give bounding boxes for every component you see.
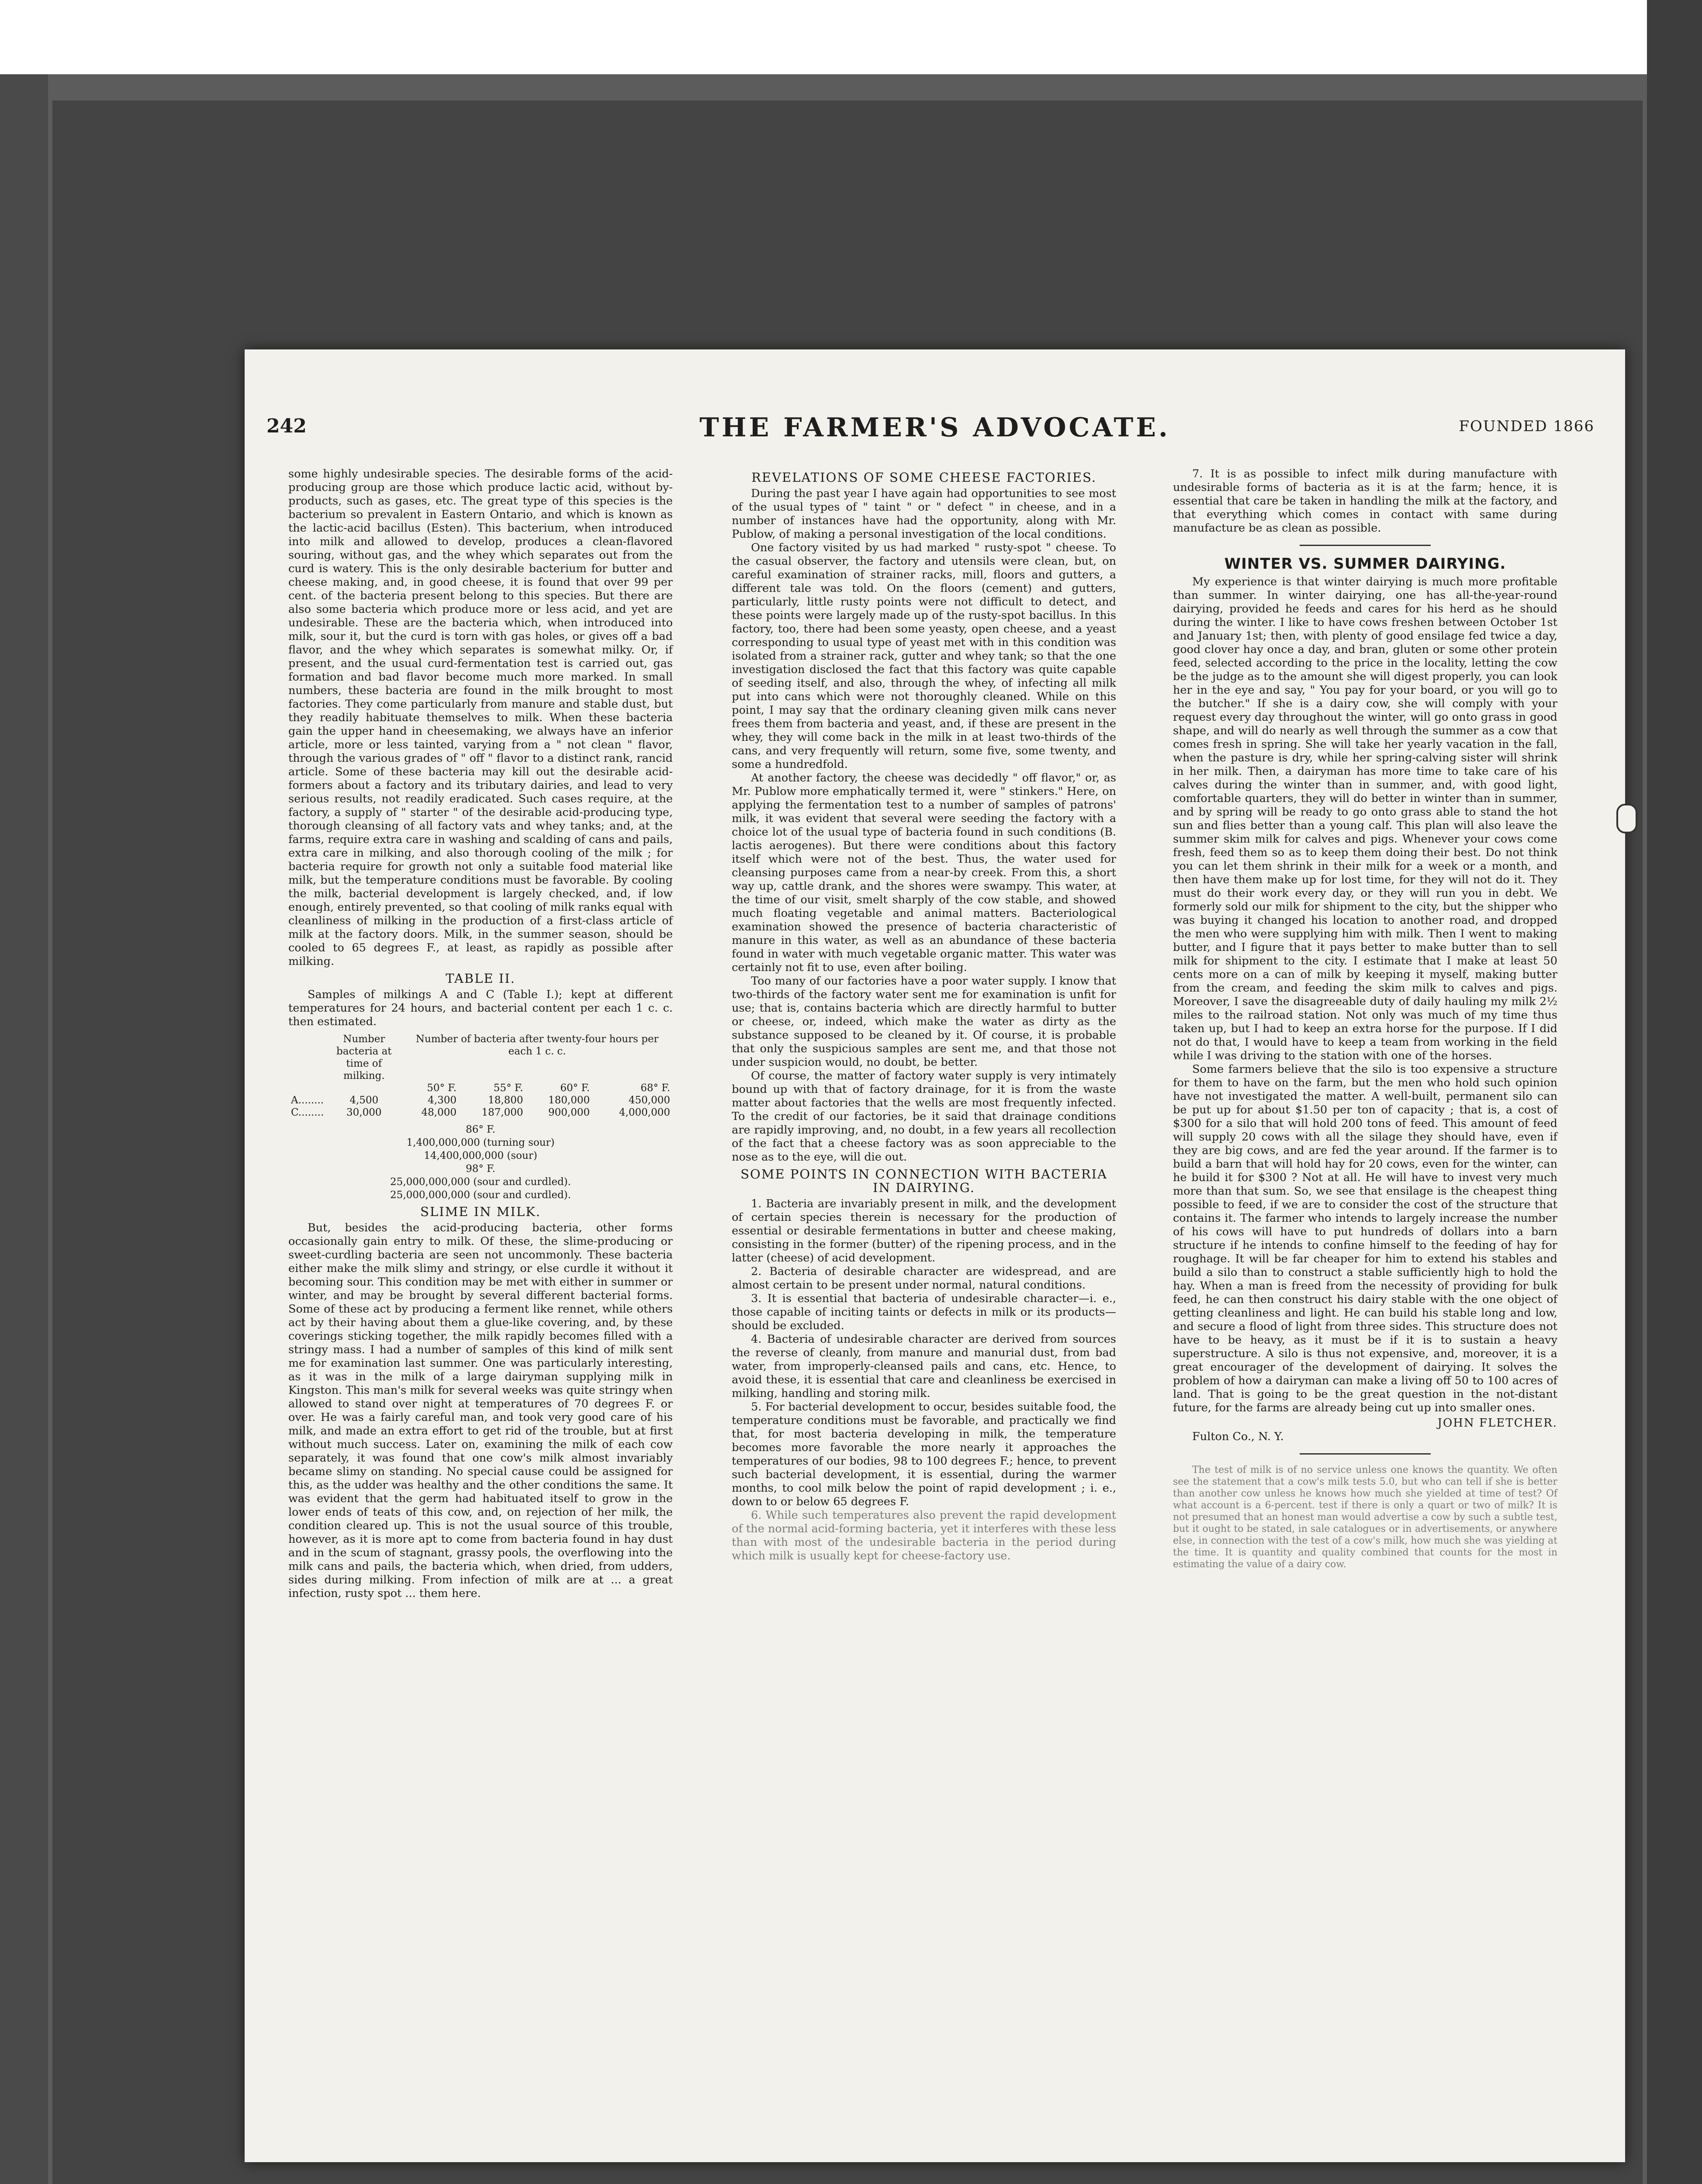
article-paragraph: 1. Bacteria are invariably present in milk, and the development of certain species therein is necessary for the production of essential or desirable fermentations in butter and cheese making, consisting in the former (butter) of the ripening process, and in the latter (cheese) of acid development.	[732, 1197, 1116, 1265]
article-paragraph: Too many of our factories have a poor water supply. I know that two-thirds of the factory water sent me for examination is unfit for use; that is, contains bacteria which are directly harmful to butter or cheese, or, indeed, which make the water as dirty as the substance supposed to be cleaned by it. Of course, it is probable that only the suspicious samples are sent me, and that those not under suspicion would, no doubt, be better.	[732, 975, 1116, 1069]
column-2	[732, 467, 1116, 1563]
article-paragraph: My experience is that winter dairying is much more profitable than summer. In winter dairying, one has all-the-year-round dairying, provided he feeds and cares for his herd as he should during the winter. I like to have cows freshen between October 1st and January 1st; then, with plenty of good ensilage fed twice a day, good clover hay once a day, and bran, gluten or some other protein feed, selected according to the price in the locality, letting the cow be the judge as to the amount she will digest properly, you can look her in the eye and say, " You pay for your board, or you will go to the butcher." If she is a dairy cow, she will comply with your request every day throughout the winter, will go onto grass in good shape, and will do nearly as well through the summer as a cow that comes fresh in spring. She will take her yearly vacation in the fall, when the pasture is dry, while her spring-calving sister will shrink in her milk. Then, a dairyman has more time to take care of his calves during the winter than in summer, and, with good light, comfortable quarters, they will do better in winter than in summer, and by spring will be ready to go onto grass able to stand the hot sun and flies better than a young calf. This plan will also leave the summer skim milk for calves and pigs. Whenever your cows come fresh, feed them so as to keep them doing their best. Do not think you can let them shrink in their milk for a week or a month, and then have them make up for lost time, for they will not do it. They must do their work every day, or they will run you in debt. We formerly sold our milk for shipment to the city, but the shipper who was buying it changed his location to another road, and dropped the men who were supplying him with milk. Then I went to making butter, and I figure that it pays better to make butter than to sell milk for shipment to the city. I estimate that I make at least 50 cents more on a can of milk by keeping it myself, making butter from the cream, and feeding the skim milk to calves and pigs. Moreover, I save the disagreeable duty of daily hauling my milk 2½ miles to the railroad station. Not only was much of my time thus taken up, but I had to keep an extra horse for the purpose. If I did not do that, I would have to keep a team from working in the field while I was driving to the station with one of the horses.	[1173, 575, 1557, 1062]
article-paragraph: some highly undesirable species. The desirable forms of the acid-producing group are those which produce lactic acid, without by-products, such as gases, etc. The great type of this species is the bacterium so prevalent in Eastern Ontario, and which is known as the lactic-acid bacillus (Esten). This bacterium, when introduced into milk and allowed to develop, produces a clean-flavored souring, without gas, and the whey which separates out from the curd is watery. This is the only desirable bacterium for butter and cheese making, and, in good cheese, it is found that over 99 per cent. of the bacteria present belong to this species. But there are also some bacteria which produce more or less acid, and yet are undesirable. These are the bacteria which, when introduced into milk, sour it, but the curd is torn with gas holes, or gives off a bad flavor, and the whey which separates is somewhat milky. Or, if present, and the usual curd-fermentation test is carried out, gas formation and bad flavor become much more marked. In small numbers, these bacteria are found in the milk brought to most factories. They come particularly from manure and stable dust, but they readily habituate themselves to milk. When these bacteria gain the upper hand in cheesemaking, we always have an inferior article, more or less tainted, varying from a " not clean " flavor, through the various grades of " off " flavor to a distinct rank, rancid article. Some of these bacteria may kill out the desirable acid-formers about a factory and its tributary dairies, and lead to very serious results, not readily eradicated. Such cases require, at the factory, a supply of " starter " of the desirable acid-producing type, thorough cleansing of all factory vats and whey tanks; and, at the farms, require extra care in washing and scalding of cans and pails, extra care in milking, and also thorough cooling of the milk ; for bacteria require for growth not only a suitable food material like milk, but the temperature conditions must be favorable. By cooling the milk, bacterial development is largely checked, and, if low enough, entirely prevented, so that cooling of milk ranks equal with cleanliness of milking in the production of a first-class article of milk at the factory doors. Milk, in the summer season, should be cooled to 65 degrees F., at least, as rapidly as possible after milking.	[288, 467, 673, 968]
table-header-cell: Number of bacteria after twenty-four hours per each 1 c. c.	[415, 1033, 659, 1057]
author-signature: JOHN FLETCHER.	[1437, 1417, 1557, 1430]
section-heading: SLIME IN MILK.	[420, 1204, 541, 1219]
article-paragraph: 7. It is as possible to infect milk during manufacture with undesirable forms of bacteria as it is at the farm; hence, it is essential that care be taken in handling the milk at the factory, and that everything which comes in contact with same during manufacture be as clean as possible.	[1173, 467, 1557, 535]
article-paragraph: Some farmers believe that the silo is too expensive a structure for them to have on the farm, but the men who hold such opinion have not investigated the matter. A well-built, permanent silo can be put up for about $1.50 per ton of capacity ; that is, a cost of $300 for a silo that will hold 200 tons of feed. This amount of feed will supply 20 cows with all the silage they should have, even if they are big cows, and are fed the year around. If the farmer is to build a barn that will hold hay for 20 cows, even for the winter, can he build it for $300 ? Not at all. He will have to invest very much more than that sum. So, we see that ensilage is the cheapest thing possible to feed, if we are to consider the cost of the structure that contains it. The farmer who intends to largely increase the number of his cows will have to put hundreds of dollars into a barn structure if he intends to confine himself to the feeding of hay for roughage. It will be far cheaper for him to extend his stables and build a silo than to construct a stable sufficiently high to hold the hay. When a man is freed from the necessity of providing for bulk feed, he can then construct his dairy stable with the one object of getting cleanliness and light. He can build his stable long and low, and secure a flood of light from three sides. This structure does not have to be heavy, as it must be if it is to sustain a heavy superstructure. A silo is thus not expensive, and, moreover, it is a great encourager of the development of dairying. It solves the problem of how a dairyman can make a living off 50 to 100 acres of land. That is going to be the great question in the not-distant future, for the farms are already being cut up into smaller ones.	[1173, 1063, 1557, 1414]
article-heading: WINTER VS. SUMMER DAIRYING.	[1224, 555, 1506, 573]
masthead-title: THE FARMER'S ADVOCATE.	[699, 412, 1170, 443]
table-header-cell: Number bacteria at time of milking.	[336, 1033, 392, 1082]
table-cell: 4,500	[349, 1095, 379, 1106]
table-cell: 4,300	[428, 1095, 457, 1106]
table-cell: A........	[291, 1095, 324, 1106]
article-paragraph: 5. For bacterial development to occur, besides suitable food, the temperature conditions must be favorable, and practically we find that, for most bacteria developing in milk, the temperature becomes more favorable the more nearly it approaches the temperatures of our bodies, 98 to 100 degrees F.; hence, to prevent such bacterial development, it is essential, during the warmer months, to cool milk below the point of rapid development ; i. e., down to or below 65 degrees F.	[732, 1400, 1116, 1508]
article-paragraph: One factory visited by us had marked " rusty-spot " cheese. To the casual observer, the factory and utensils were clean, but, on careful examination of strainer racks, mill, floors and gutters, a different tale was told. On the floors (cement) and gutters, particularly, little rusty points were not difficult to detect, and these points were largely made up of the rusty-spot bacillus. In this factory, too, there had been some yeasty, open cheese, and a yeast corresponding to usual type of yeast met with in this condition was isolated from a strainer rack, gutter and whey tank; so that the one investigation disclosed the fact that this factory was quite capable of seeding itself, and also, through the whey, of infecting all milk put into cans which were not thoroughly cleaned. While on this point, I may say that the ordinary cleaning given milk cans never frees them from bacteria and yeast, and, if these are present in the whey, they will come back in the milk in at least two-thirds of the cans, and very frequently will return, some five, some twenty, and some a hundredfold.	[732, 541, 1116, 771]
article-paragraph: At another factory, the cheese was decidedly " off flavor," or, as Mr. Publow more emphatically termed it, were " stinkers." Here, on applying the fermentation test to a number of samples of patrons' milk, it was evident that several were seeding the factory with a choice lot of the usual type of bacteria found in such conditions (B. lactis aerogenes). But there were conditions about this factory itself which were not of the best. Thus, the water used for cleansing purposes came from a near-by creek. From this, a short way up, cattle drank, and the shores were swampy. This water, at the time of our visit, smelt sharply of the cow stable, and showed much floating vegetable and animal matters. Bacteriological examination showed the presence of bacteria characteristic of manure in this water, as well as an abundance of these bacteria found in water with much vegetable organic matter. This water was certainly not fit to use, even after boiling.	[732, 771, 1116, 974]
table-cell: 450,000	[628, 1095, 670, 1106]
table-value-line: 14,400,000,000 (sour)	[424, 1150, 537, 1161]
table-row	[288, 1033, 673, 1082]
film-border-left	[0, 74, 48, 2184]
column-1	[288, 467, 673, 1600]
table-value-line: 25,000,000,000 (sour and curdled).	[390, 1189, 571, 1201]
table-value-line: 1,400,000,000 (turning sour)	[406, 1137, 555, 1148]
table-value-line: 25,000,000,000 (sour and curdled).	[390, 1176, 571, 1188]
divider-rule	[1300, 545, 1431, 546]
temperature-label: 98° F.	[466, 1163, 495, 1175]
article-paragraph: Of course, the matter of factory water supply is very intimately bound up with that of factory drainage, for it is from the waste matter about factories that the wells are most frequently infected. To the credit of our factories, be it said that drainage conditions are rapidly improving, and, no doubt, in a few years all recollection of the fact that a cheese factory was as soon appreciable to the nose as to the eye, will die out.	[732, 1069, 1116, 1164]
table-heading: TABLE II.	[446, 971, 515, 986]
table-cell: 4,000,000	[619, 1107, 670, 1118]
article-paragraph: During the past year I have again had opportunities to see most of the usual types of " taint " or " defect " in cheese, and in a number of instances have had the opportunity, along with Mr. Publow, of making a personal investigation of the local conditions.	[732, 487, 1116, 541]
section-heading: SOME POINTS IN CONNECTION WITH BACTERIA IN DAIRYING.	[740, 1167, 1107, 1195]
table-cell: 18,800	[488, 1095, 523, 1106]
page-number: 242	[266, 415, 307, 437]
article-paragraph: But, besides the acid-producing bacteria, other forms occasionally gain entry to milk. Of these, the slime-producing or sweet-curdling bacteria are seen not uncommonly. These bacteria either make the milk slimy and stringy, or else curdle it without it becoming sour. This condition may be met with either in summer or winter, and may be brought by several different bacterial forms. Some of these act by producing a ferment like rennet, while others act by their having about them a glue-like covering, and, by these coverings sticking together, the milk rapidly becomes filled with a stringy mass. I had a number of samples of this kind of milk sent me for examination last summer. One was particularly interesting, as it was in the milk of a large dairyman supplying milk in Kingston. This man's milk for several weeks was quite stringy when allowed to stand over night at temperatures of 70 degrees F. or over. He was a fairly careful man, and took very good care of his milk, and made an extra effort to get rid of the trouble, but at first without much success. Later on, examining the milk of each cow separately, it was found that one cow's milk almost invariably became slimy on standing. No special cause could be assigned for this, as the udder was healthy and the other conditions the same. It was evident that the germ had habituated itself to grow in the lower ends of teats of this cow, and, on rejection of her milk, the condition cleared up. This is not the usual source of this trouble, however, as it is more apt to come from bacteria found in hay dust and in the scum of stagnant, grassy pools, the overflowing into the milk cans and pails, the bacteria which, when dried, from udders, sides during milking. From infection of milk are at ... a great infection, rusty spot ... them here.	[288, 1221, 673, 1600]
author-location: Fulton Co., N. Y.	[1192, 1430, 1284, 1443]
table-cell: 180,000	[548, 1095, 590, 1106]
table-header-cell: 50° F.	[427, 1082, 457, 1094]
temperature-label: 86° F.	[466, 1124, 495, 1135]
table-header-cell: 68° F.	[640, 1082, 670, 1094]
table-cell: 900,000	[548, 1107, 590, 1118]
table-header-cell: 60° F.	[560, 1082, 590, 1094]
paper-clip-mark	[1616, 804, 1637, 833]
divider-rule	[1300, 1453, 1431, 1455]
table-intro: Samples of milkings A and C (Table I.); kept at different temperatures for 24 hours, and bacterial content per each 1 c. c. then estimated.	[288, 988, 673, 1028]
film-border-right	[1647, 0, 1702, 2184]
article-paragraph: 6. While such temperatures also prevent the rapid development of the normal acid-forming bacteria, yet it interferes with these less than with most of the undesirable bacteria in the period during which milk is usually kept for cheese-factory use.	[732, 1509, 1116, 1562]
article-paragraph: 3. It is essential that bacteria of undesirable character—i. e., those capable of inciting taints or defects in milk or its products—should be excluded.	[732, 1292, 1116, 1332]
newspaper-page	[245, 349, 1625, 2162]
table-header-cell: 55° F.	[493, 1082, 523, 1094]
table-cell: C........	[291, 1107, 324, 1118]
table-row	[288, 1082, 673, 1094]
table-cell: 48,000	[421, 1107, 457, 1118]
column-3	[1173, 467, 1557, 1570]
founded-date: FOUNDED 1866	[1459, 418, 1595, 435]
film-border-top	[0, 0, 1702, 74]
article-paragraph: 2. Bacteria of desirable character are widespread, and are almost certain to be present under normal, natural conditions.	[732, 1265, 1116, 1292]
table-row	[288, 1094, 673, 1106]
table-cell: 30,000	[346, 1107, 382, 1118]
article-paragraph: 4. Bacteria of undesirable character are derived from sources the reverse of cleanly, from manure and manurial dust, from bad water, from improperly-cleansed pails and cans, etc. Hence, to avoid these, it is essential that care and cleanliness be exercised in milking, handling and storing milk.	[732, 1333, 1116, 1400]
table-row	[288, 1106, 673, 1119]
bacteria-table	[288, 1033, 673, 1119]
page-header	[245, 412, 1625, 454]
article-paragraph: The test of milk is of no service unless one knows the quantity. We often see the statement that a cow's milk tests 5.0, but who can tell if she is better than another cow unless he knows how much she yielded at time of test? Of what account is a 6-percent. test if there is only a quart or two of milk? It is not presumed that an honest man would advertise a cow by such a subtle test, but it ought to be stated, in sale catalogues or in advertisements, or anywhere else, in connection with the test of a cow's milk, how much she was yielding at the time. It is quantity and quality combined that counts for the most in estimating the value of a dairy cow.	[1173, 1465, 1557, 1570]
article-heading: REVELATIONS OF SOME CHEESE FACTORIES.	[751, 470, 1097, 485]
table-cell: 187,000	[481, 1107, 523, 1118]
